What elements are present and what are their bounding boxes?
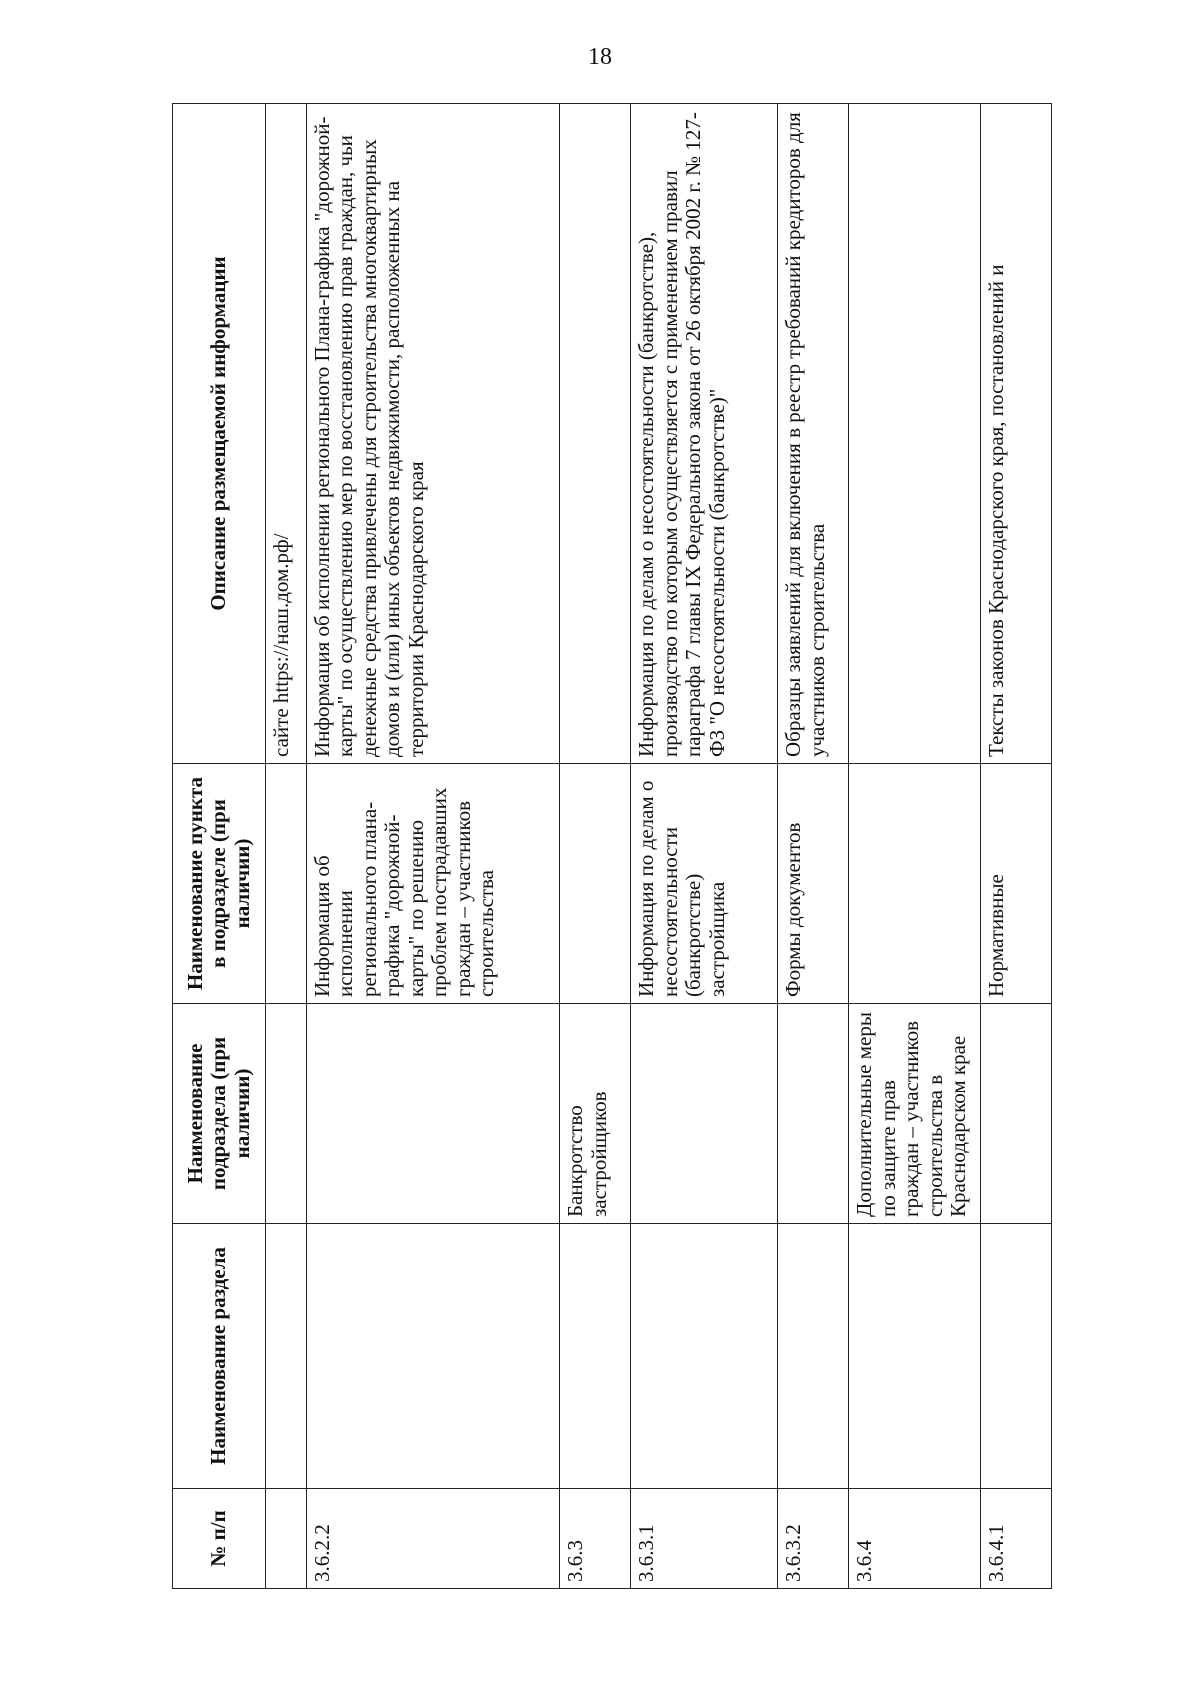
cell-num	[266, 1489, 307, 1589]
rotated-table-container	[172, 104, 1052, 1589]
cell-item	[849, 764, 981, 1004]
cell-subsection: Банкротство застройщиков	[560, 1004, 631, 1224]
cell-section	[631, 1224, 778, 1489]
cell-num: 3.6.2.2	[306, 1489, 559, 1589]
cell-section	[560, 1224, 631, 1489]
header-description: Описание размещаемой информации	[173, 104, 266, 764]
table-row	[981, 104, 1052, 1589]
cell-subsection: Дополнительные меры по защите прав граждан – участников строительства в Краснодарском крае	[849, 1004, 981, 1224]
cell-subsection	[778, 1004, 849, 1224]
table-row	[849, 104, 981, 1589]
cell-num: 3.6.3	[560, 1489, 631, 1589]
table-row	[778, 104, 849, 1589]
cell-item	[266, 764, 307, 1004]
cell-num: 3.6.4.1	[981, 1489, 1052, 1589]
document-table	[172, 103, 1052, 1589]
cell-item: Информация об исполнении регионального плана-графика "дорожной-карты" по решению проблем пострадавших граждан – участников строительства	[306, 764, 559, 1004]
table-header-row	[173, 104, 266, 1589]
header-item: Наименование пункта в подразделе (при наличии)	[173, 764, 266, 1004]
cell-description: сайте https://наш.дом.рф/	[266, 104, 307, 764]
cell-description	[560, 104, 631, 764]
cell-num: 3.6.3.2	[778, 1489, 849, 1589]
cell-section	[266, 1224, 307, 1489]
table-row	[560, 104, 631, 1589]
header-subsection: Наименование подраздела (при наличии)	[173, 1004, 266, 1224]
cell-item	[560, 764, 631, 1004]
table-row	[631, 104, 778, 1589]
cell-num: 3.6.4	[849, 1489, 981, 1589]
cell-section	[306, 1224, 559, 1489]
header-num: № п/п	[173, 1489, 266, 1589]
cell-description: Информация по делам о несостоятельности (банкротстве), производство по которым осуществляется с применением правил параграфа 7 главы IX Федерального закона от 26 октября 2002 г. № 127-ФЗ "О несостоятельности (банкротстве)"	[631, 104, 778, 764]
cell-num: 3.6.3.1	[631, 1489, 778, 1589]
cell-subsection	[631, 1004, 778, 1224]
cell-description: Образцы заявлений для включения в реестр требований кредиторов для участников строительства	[778, 104, 849, 764]
table-row	[266, 104, 307, 1589]
cell-item: Информация по делам о несостоятельности (банкротстве) застройщика	[631, 764, 778, 1004]
cell-section	[849, 1224, 981, 1489]
header-section: Наименование раздела	[173, 1224, 266, 1489]
cell-item: Формы документов	[778, 764, 849, 1004]
table-row	[306, 104, 559, 1589]
cell-description	[849, 104, 981, 764]
cell-subsection	[981, 1004, 1052, 1224]
cell-item: Нормативные	[981, 764, 1052, 1004]
page-number: 18	[588, 44, 612, 70]
cell-section	[778, 1224, 849, 1489]
cell-section	[981, 1224, 1052, 1489]
cell-description: Информация об исполнении регионального Плана-графика "дорожной-карты" по осуществлению мер по восстановлению прав граждан, чьи денежные средства привлечены для строительства многоквартирных домов и (или) иных объектов недвижимости, расположенных на территории Краснодарского края	[306, 104, 559, 764]
cell-subsection	[306, 1004, 559, 1224]
cell-description: Тексты законов Краснодарского края, постановлений и	[981, 104, 1052, 764]
cell-subsection	[266, 1004, 307, 1224]
